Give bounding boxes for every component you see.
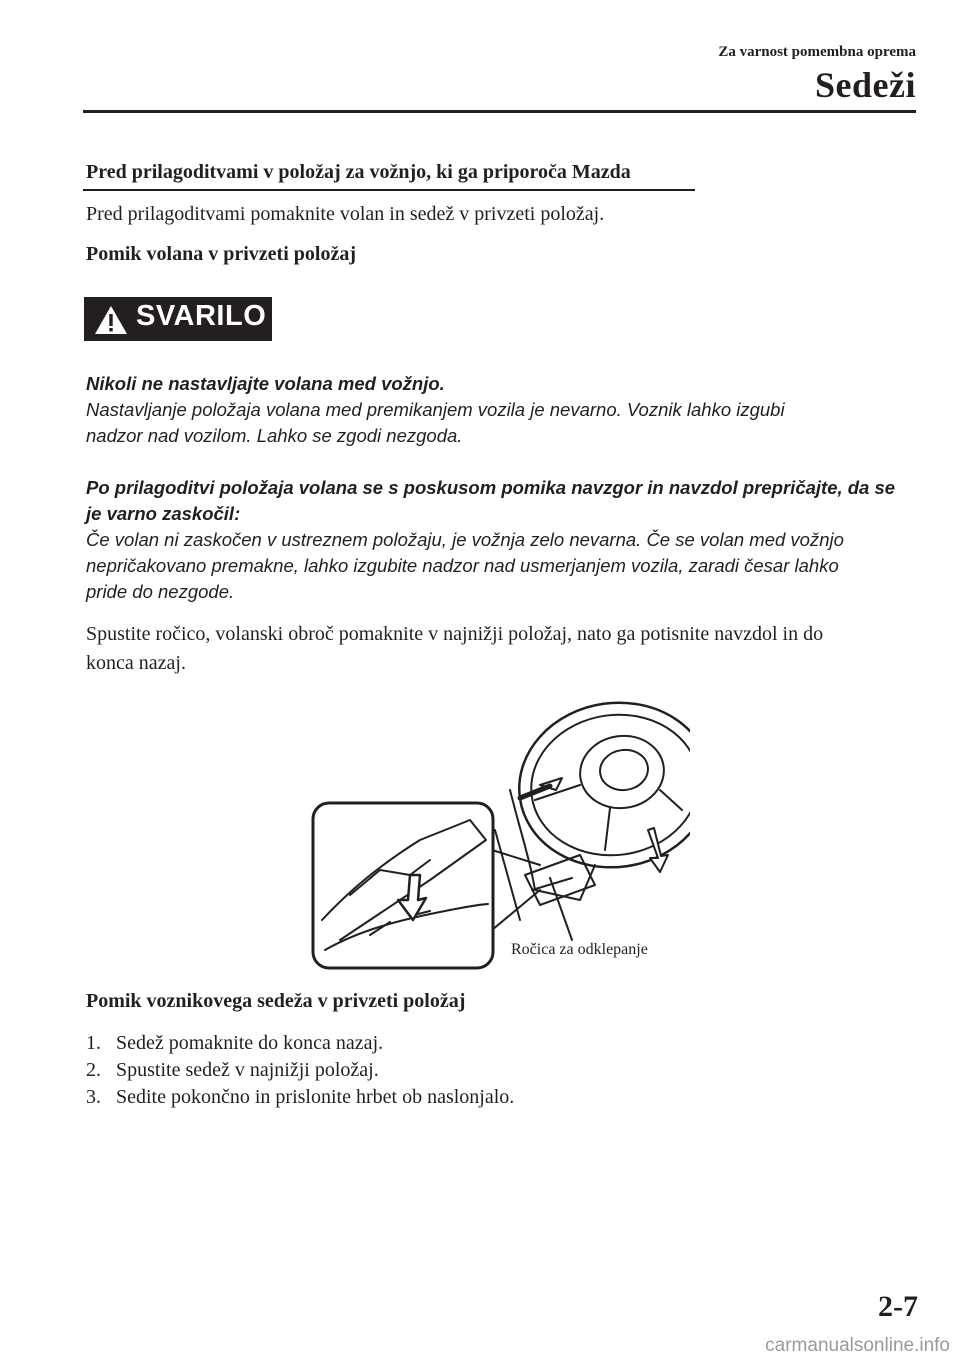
warning-badge	[84, 297, 272, 341]
seat-heading: Pomik voznikovega sedeža v privzeti položaj	[86, 990, 466, 1012]
running-header-section: Za varnost pomembna oprema	[718, 44, 916, 60]
seat-steps-list	[86, 1030, 514, 1111]
instruction-line: konca nazaj.	[86, 652, 186, 674]
running-header-chapter: Sedeži	[815, 65, 916, 105]
page-number: 2-7	[878, 1290, 918, 1323]
list-item: 2. Spustite sedež v najnižji položaj.	[86, 1059, 379, 1081]
figure-callout: Ročica za odklepanje	[511, 941, 648, 958]
warning-label: SVARILO	[136, 300, 267, 332]
header-rule	[83, 110, 916, 113]
warning-item2-line: pride do nezgode.	[86, 581, 235, 602]
warning-item1-title: Nikoli ne nastavljajte volana med vožnjo.	[86, 373, 445, 394]
warning-item1-line: Nastavljanje položaja volana med premikanjem vozila je nevarno. Voznik lahko izgubi	[86, 399, 785, 420]
footer-watermark: carmanualsonline.info	[765, 1335, 950, 1356]
steering-heading: Pomik volana v privzeti položaj	[86, 243, 356, 265]
warning-item1-line: nadzor nad vozilom. Lahko se zgodi nezgoda.	[86, 425, 463, 446]
instruction-line: Spustite ročico, volanski obroč pomaknite v najnižji položaj, nato ga potisnite navzdol in do	[86, 623, 824, 645]
warning-item2-line: Če volan ni zaskočen v ustreznem položaju, je vožnja zelo nevarna. Če se volan med vožnjo	[86, 529, 844, 550]
warning-item2-title: je varno zaskočil:	[86, 503, 241, 524]
warning-item2-title: Po prilagoditvi položaja volana se s poskusom pomika navzgor in navzdol prepričajte, da se	[86, 477, 896, 498]
warning-item2-line: nepričakovano premakne, lahko izgubite nadzor nad usmerjanjem vozila, zaradi česar lahko	[86, 555, 839, 576]
list-item: 3. Sedite pokončno in prislonite hrbet ob naslonjalo.	[86, 1086, 515, 1108]
subheading: Pred prilagoditvami v položaj za vožnjo, ki ga priporoča Mazda	[86, 161, 631, 183]
subheading-underline	[83, 189, 695, 191]
list-item: 1. Sedež pomaknite do konca nazaj.	[86, 1032, 384, 1054]
steering-adjustment-illustration	[310, 690, 690, 972]
warning-triangle-icon	[94, 305, 128, 335]
intro-paragraph: Pred prilagoditvami pomaknite volan in sedež v privzeti položaj.	[86, 203, 605, 225]
